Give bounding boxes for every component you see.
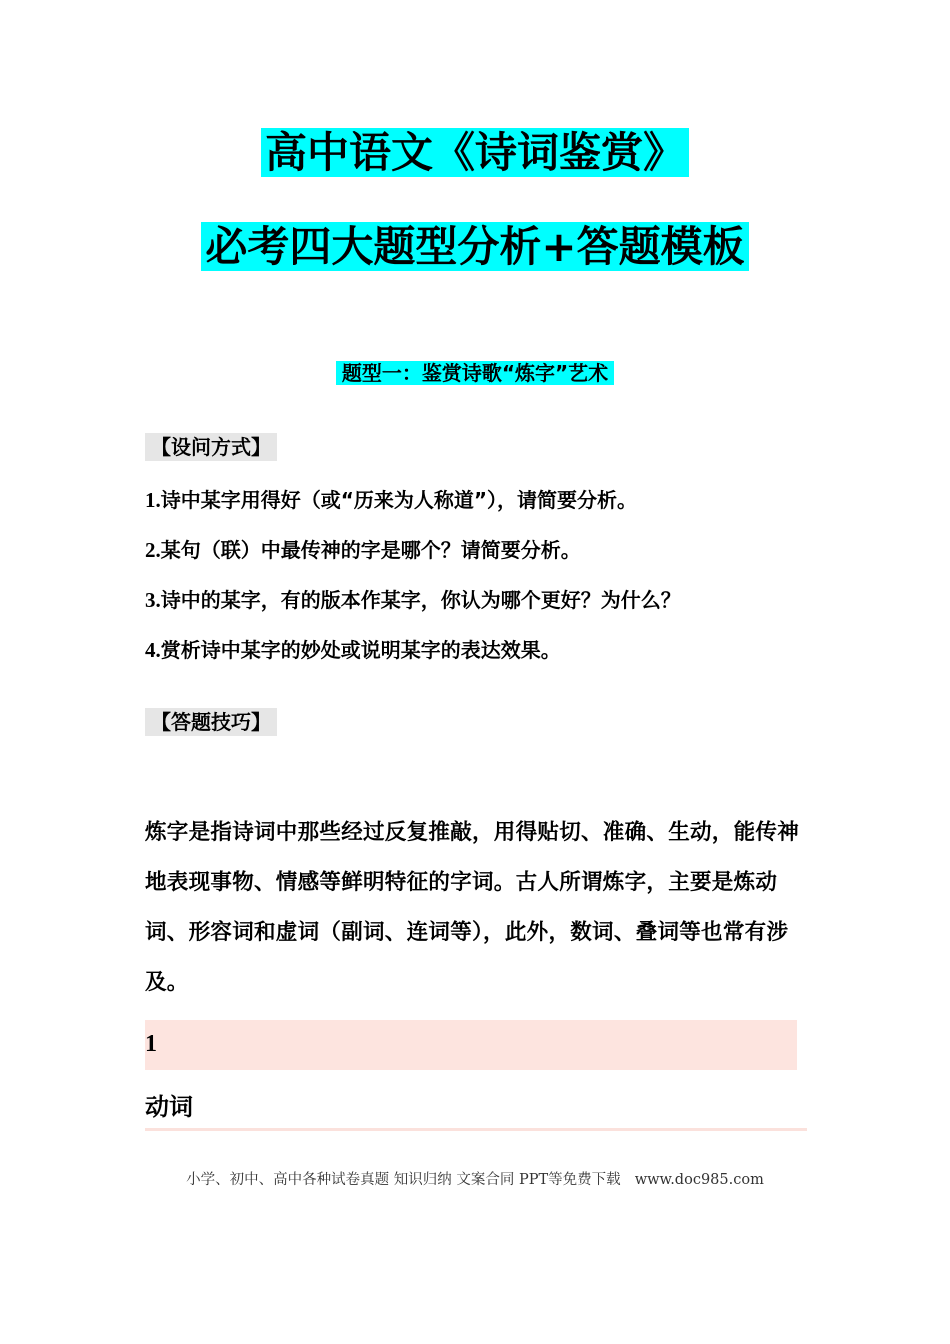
question-text: 诗中某字用得好（或“历来为人称道”），请简要分析。 [160,488,638,512]
question-number: 4. [145,638,161,662]
question-item [145,536,581,564]
title-highlight: 高中语文《诗词鉴赏》 [261,128,689,177]
question-item [145,636,561,664]
subsection-divider [145,1128,807,1131]
section-title [0,358,950,388]
subsection-title: 动词 [145,1093,193,1121]
question-text: 诗中的某字，有的版本作某字，你认为哪个更好？为什么？ [160,588,681,612]
page-footer [0,1168,950,1189]
question-number: 2. [145,538,161,562]
question-item [145,586,681,614]
questions-heading: 【设问方式】 [145,433,277,461]
title-highlight: 必考四大题型分析+答题模板 [201,222,748,271]
tips-heading: 【答题技巧】 [145,708,277,736]
subsection-number: 1 [145,1031,157,1057]
question-text: 赏析诗中某字的妙处或说明某字的表达效果。 [160,638,561,662]
footer-text: 小学、初中、高中各种试卷真题 知识归纳 文案合同 PPT等免费下载 [186,1172,621,1188]
question-number: 1. [145,488,161,512]
section-title-text: 题型一：鉴赏诗歌“炼字”艺术 [336,361,614,385]
tips-paragraph: 炼字是指诗词中那些经过反复推敲，用得贴切、准确、生动，能传神地表现事物、情感等鲜明特征的字词。古人所谓炼字，主要是炼动词、形容词和虚词（副词、连词等），此外，数词、叠词等也常有涉及。 [145,820,800,995]
question-text: 某句（联）中最传神的字是哪个？请简要分析。 [160,538,581,562]
footer-url[interactable]: www.doc985.com [634,1172,764,1188]
document-title-line-1 [0,124,950,182]
document-title-line-2 [0,218,950,276]
question-number: 3. [145,588,161,612]
subsection-number-box [145,1020,797,1070]
question-item [145,486,637,514]
